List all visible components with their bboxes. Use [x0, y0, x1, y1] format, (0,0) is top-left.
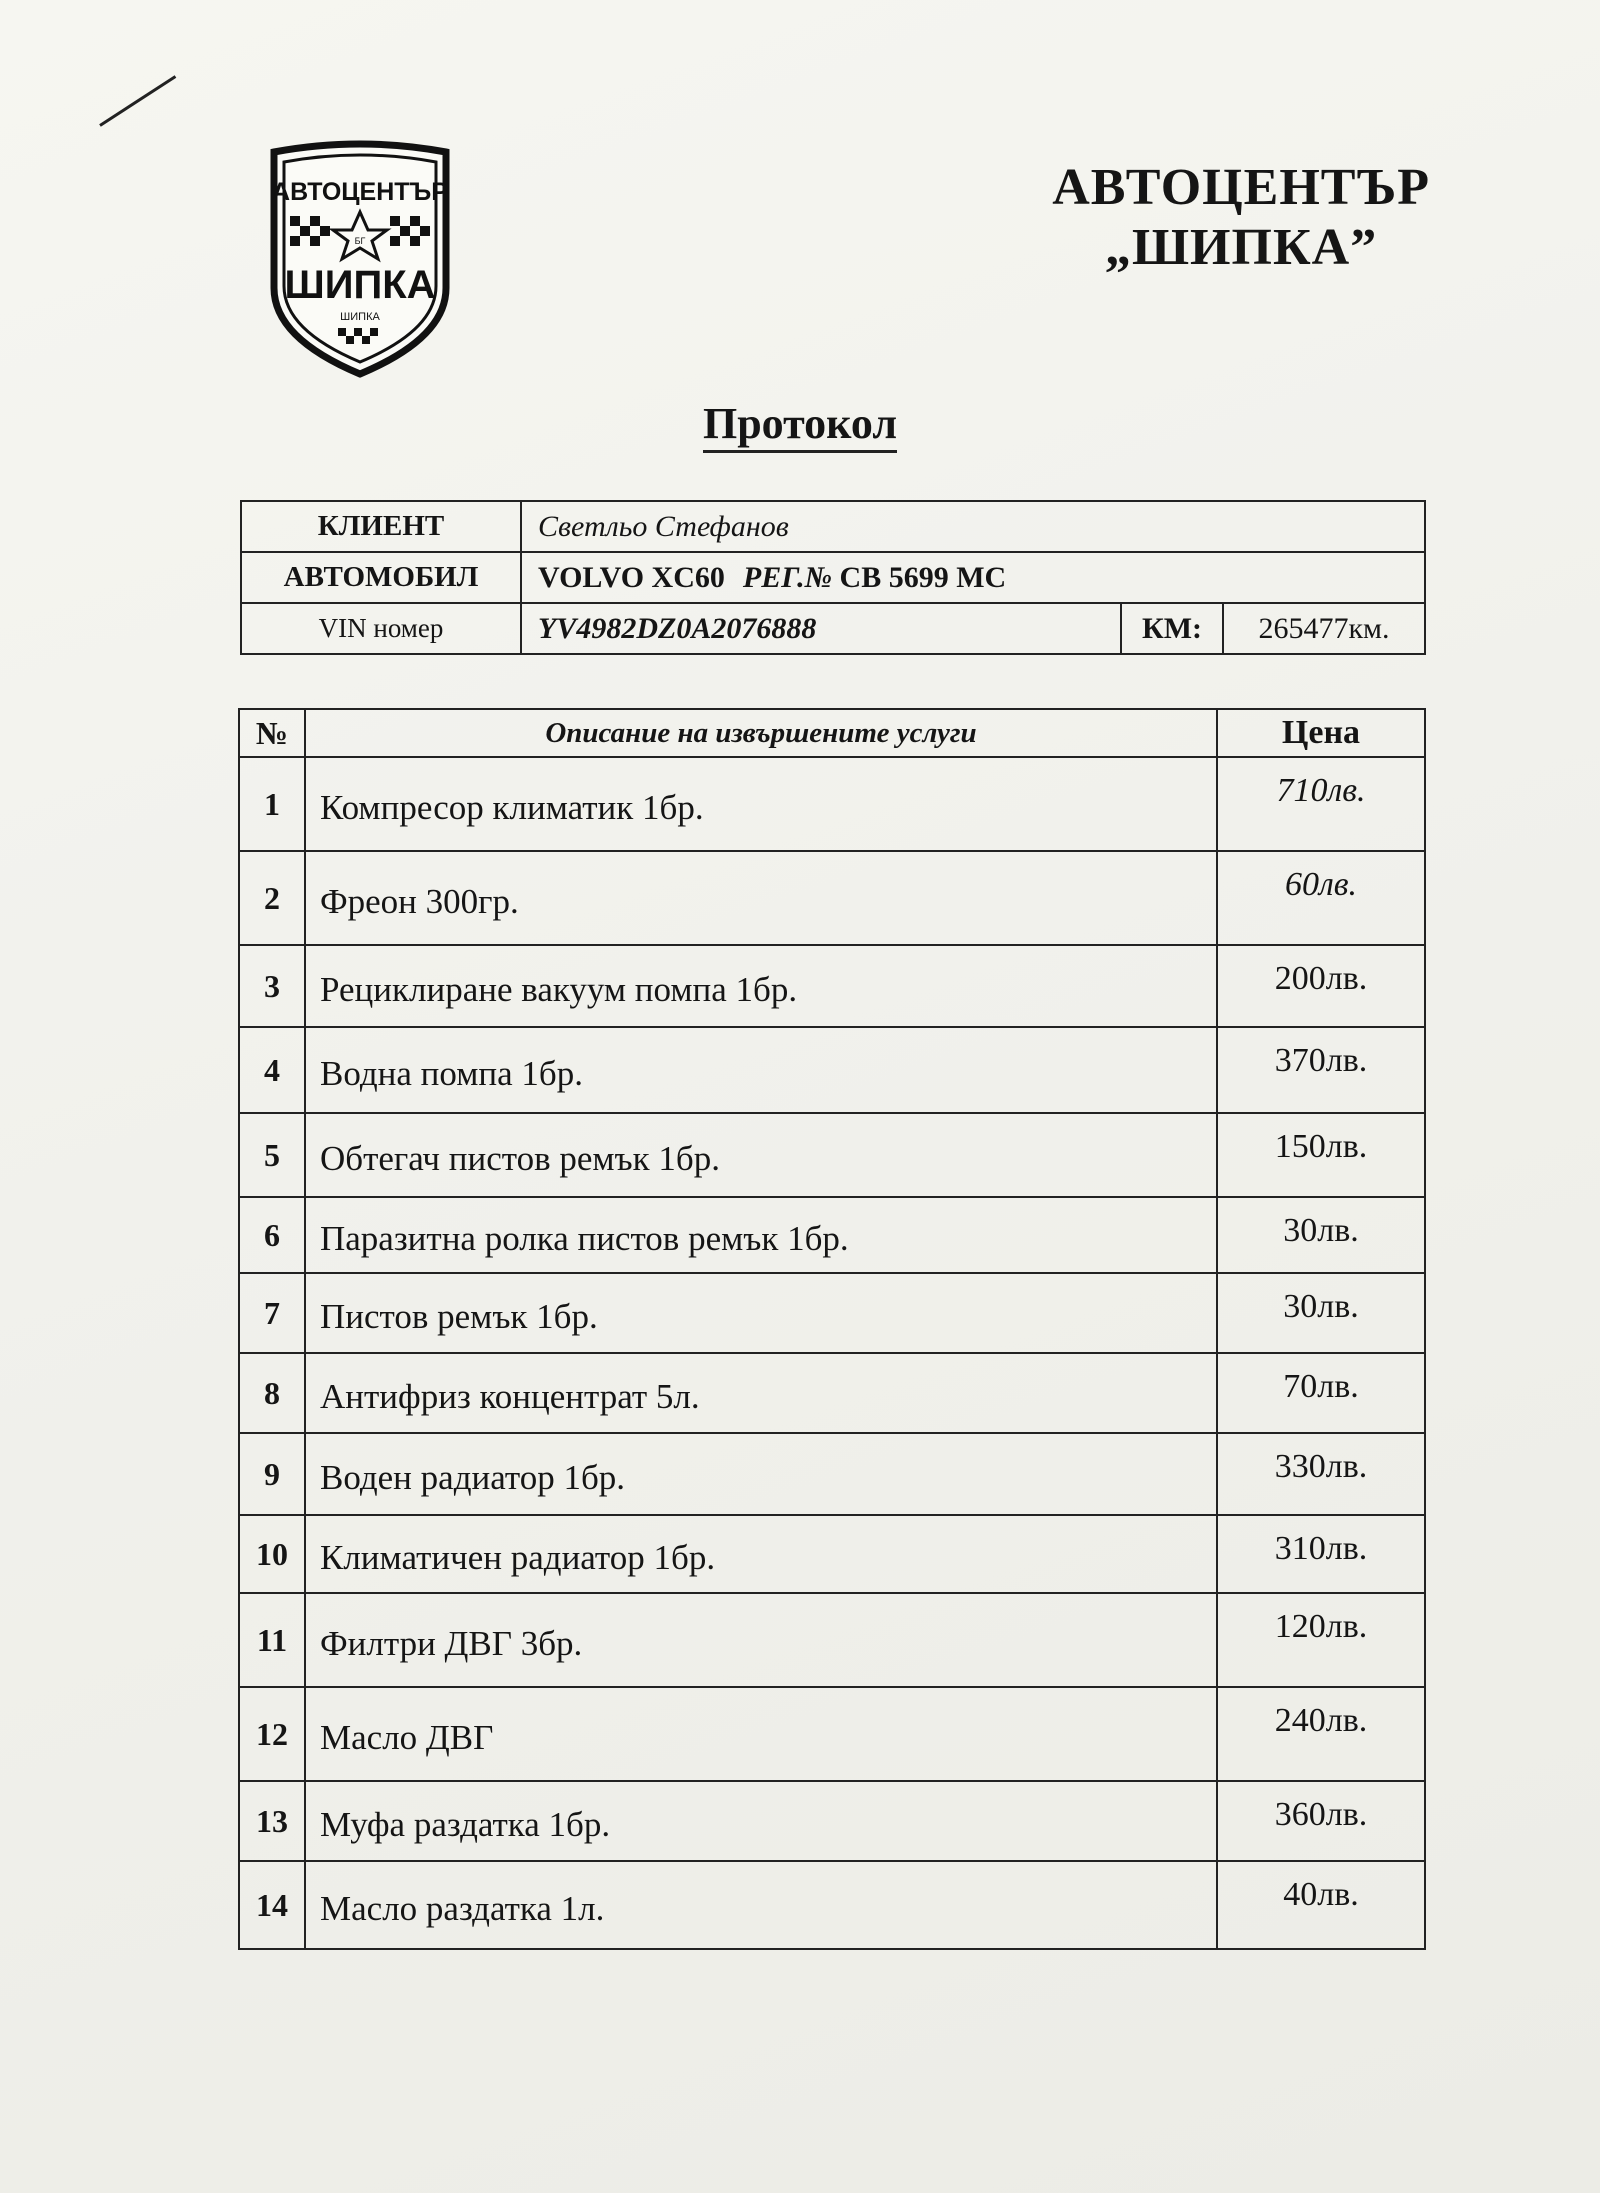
row-description: Муфа раздатка 1бр.	[305, 1781, 1217, 1861]
table-row	[239, 1687, 1425, 1781]
table-row	[239, 1027, 1425, 1113]
company-logo	[260, 138, 460, 378]
logo-main-text: ШИПКА	[284, 263, 436, 307]
table-row	[239, 1515, 1425, 1593]
row-price: 30лв.	[1217, 1273, 1425, 1353]
table-row	[239, 1113, 1425, 1197]
reg-label: РЕГ.№	[742, 560, 833, 594]
row-description: Пистов ремък 1бр.	[305, 1273, 1217, 1353]
row-price: 330лв.	[1217, 1433, 1425, 1515]
row-number: 11	[239, 1593, 305, 1687]
row-number: 1	[239, 757, 305, 851]
services-table	[238, 708, 1426, 1950]
row-price: 150лв.	[1217, 1113, 1425, 1197]
header-number: №	[239, 709, 305, 757]
company-name	[1052, 158, 1430, 278]
document-title-text: Протокол	[703, 399, 897, 453]
row-number: 9	[239, 1433, 305, 1515]
row-number: 6	[239, 1197, 305, 1273]
row-description: Паразитна ролка пистов ремък 1бр.	[305, 1197, 1217, 1273]
document-title	[0, 398, 1600, 449]
row-description: Климатичен радиатор 1бр.	[305, 1515, 1217, 1593]
row-price: 240лв.	[1217, 1687, 1425, 1781]
row-number: 13	[239, 1781, 305, 1861]
row-description: Рециклиране вакуум помпа 1бр.	[305, 945, 1217, 1027]
row-description: Филтри ДВГ 3бр.	[305, 1593, 1217, 1687]
km-label: КМ:	[1121, 603, 1223, 654]
row-number: 4	[239, 1027, 305, 1113]
table-row	[239, 851, 1425, 945]
row-description: Воден радиатор 1бр.	[305, 1433, 1217, 1515]
row-price: 60лв.	[1217, 851, 1425, 945]
row-price: 40лв.	[1217, 1861, 1425, 1949]
client-row	[241, 501, 1425, 552]
row-number: 14	[239, 1861, 305, 1949]
company-line1: АВТОЦЕНТЪР	[1052, 159, 1430, 216]
table-row	[239, 1593, 1425, 1687]
table-row	[239, 1861, 1425, 1949]
logo-top-text: АВТОЦЕНТЪР	[272, 178, 448, 206]
car-model: VOLVO XC60	[538, 560, 725, 594]
client-label: КЛИЕНТ	[241, 501, 521, 552]
row-number: 8	[239, 1353, 305, 1433]
row-description: Фреон 300гр.	[305, 851, 1217, 945]
table-row	[239, 945, 1425, 1027]
car-value	[521, 552, 1425, 603]
row-number: 2	[239, 851, 305, 945]
row-number: 5	[239, 1113, 305, 1197]
row-price: 310лв.	[1217, 1515, 1425, 1593]
row-number: 3	[239, 945, 305, 1027]
client-info-table	[240, 500, 1426, 655]
header-description: Описание на извършените услуги	[305, 709, 1217, 757]
row-price: 360лв.	[1217, 1781, 1425, 1861]
row-price: 70лв.	[1217, 1353, 1425, 1433]
row-price: 710лв.	[1217, 757, 1425, 851]
logo-small-bottom: ШИПКА	[340, 311, 380, 323]
vin-value: YV4982DZ0A2076888	[521, 603, 1121, 654]
row-description: Масло ДВГ	[305, 1687, 1217, 1781]
car-row	[241, 552, 1425, 603]
table-row	[239, 1273, 1425, 1353]
table-row	[239, 1433, 1425, 1515]
vin-row	[241, 603, 1425, 654]
row-description: Антифриз концентрат 5л.	[305, 1353, 1217, 1433]
car-label: АВТОМОБИЛ	[241, 552, 521, 603]
logo-small-top: БГ	[354, 236, 366, 246]
row-description: Водна помпа 1бр.	[305, 1027, 1217, 1113]
row-price: 200лв.	[1217, 945, 1425, 1027]
row-price: 370лв.	[1217, 1027, 1425, 1113]
client-value: Светльо Стефанов	[521, 501, 1425, 552]
row-description: Масло раздатка 1л.	[305, 1861, 1217, 1949]
reg-value: CB 5699 MC	[839, 560, 1007, 594]
services-header-row	[239, 709, 1425, 757]
row-price: 120лв.	[1217, 1593, 1425, 1687]
row-number: 7	[239, 1273, 305, 1353]
row-number: 12	[239, 1687, 305, 1781]
row-price: 30лв.	[1217, 1197, 1425, 1273]
row-description: Компресор климатик 1бр.	[305, 757, 1217, 851]
pen-mark	[99, 75, 176, 127]
table-row	[239, 1197, 1425, 1273]
vin-label: VIN номер	[241, 603, 521, 654]
header-price: Цена	[1217, 709, 1425, 757]
km-value: 265477км.	[1223, 603, 1425, 654]
company-line2: „ШИПКА”	[1104, 219, 1378, 276]
row-number: 10	[239, 1515, 305, 1593]
row-description: Обтегач пистов ремък 1бр.	[305, 1113, 1217, 1197]
table-row	[239, 1781, 1425, 1861]
table-row	[239, 757, 1425, 851]
table-row	[239, 1353, 1425, 1433]
